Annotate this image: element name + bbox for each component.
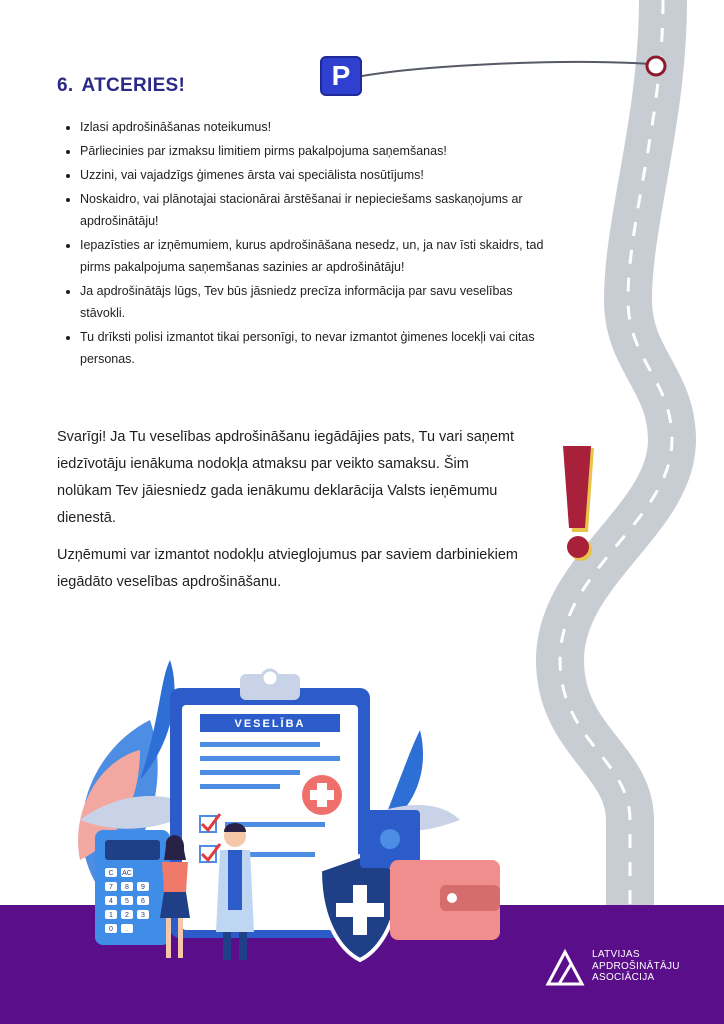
calculator-key: .: [126, 926, 128, 933]
calculator-key: 8: [125, 884, 129, 891]
important-note: Svarīgi! Ja Tu veselības apdrošināšanu iegādājies pats, Tu vari saņemt iedzīvotāju ienākuma nodokļa atmaksu par veikto samaksu. Šim nolūkam Tev jāiesniedz gada ienākumu deklarācija Valsts ieņēmumu dienestā.: [57, 429, 515, 526]
exclamation-icon: [560, 444, 600, 564]
clipboard-title: VESELĪBA: [234, 718, 306, 730]
triangle-logo-icon: [548, 952, 582, 984]
list-item: • Tu drīksti polisi izmantot tikai personīgi, to nevar izmantot ģimenes locekļi vai citas personas.: [80, 326, 550, 370]
calculator-key: 6: [141, 898, 145, 905]
calculator-key: 5: [125, 898, 129, 905]
list-item: • Ja apdrošinātājs lūgs, Tev būs jāsniedz precīza informācija par savu veselības stāvokli.: [80, 280, 550, 324]
calculator-key: 9: [141, 884, 145, 891]
section-number: 6.: [57, 75, 74, 96]
parking-sign-icon: P: [320, 56, 362, 96]
calculator-key: 1: [109, 912, 113, 919]
list-item: • Uzzini, vai vajadzīgs ģimenes ārsta vai speciālista nosūtījums!: [80, 164, 550, 186]
calculator-key: 3: [141, 912, 145, 919]
association-name: [592, 949, 680, 984]
calculator-key: 7: [109, 884, 113, 891]
map-pin-icon: [647, 57, 665, 75]
calculator-key: AC: [122, 870, 132, 877]
calculator-key: 0: [109, 926, 113, 933]
logo-line: LATVIJAS: [592, 949, 640, 960]
section-title: ATCERIES!: [81, 75, 186, 96]
logo-line: APDROŠINĀTĀJU: [592, 960, 680, 972]
list-item: • Pārliecinies par izmaksu limitiem pirms pakalpojuma saņemšanas!: [80, 140, 550, 162]
logo-line: ASOCIĀCIJA: [592, 972, 655, 983]
list-item: • Iepazīsties ar izņēmumiem, kurus apdrošināšana nesedz, un, ja nav īsti skaidrs, tad pirms pakalpojuma saņemšanas sazinies ar apdrošinātāju!: [80, 234, 550, 278]
calculator-key: 2: [125, 912, 129, 919]
health-insurance-illustration: [60, 660, 520, 990]
calculator-key: C: [108, 870, 114, 877]
list-item: • Izlasi apdrošināšanas noteikumus!: [80, 116, 550, 138]
section-heading: [57, 75, 185, 97]
calculator-key: 4: [109, 898, 113, 905]
reminder-list: [62, 116, 550, 372]
list-item: • Noskaidro, vai plānotajai stacionārai ārstēšanai ir nepieciešams saskaņojums ar apdrošinātāju!: [80, 188, 550, 232]
tax-relief-note: Uzņēmumi var izmantot nodokļu atvieglojumus par saviem darbiniekiem iegādāto veselības apdrošināšanu.: [57, 547, 518, 590]
